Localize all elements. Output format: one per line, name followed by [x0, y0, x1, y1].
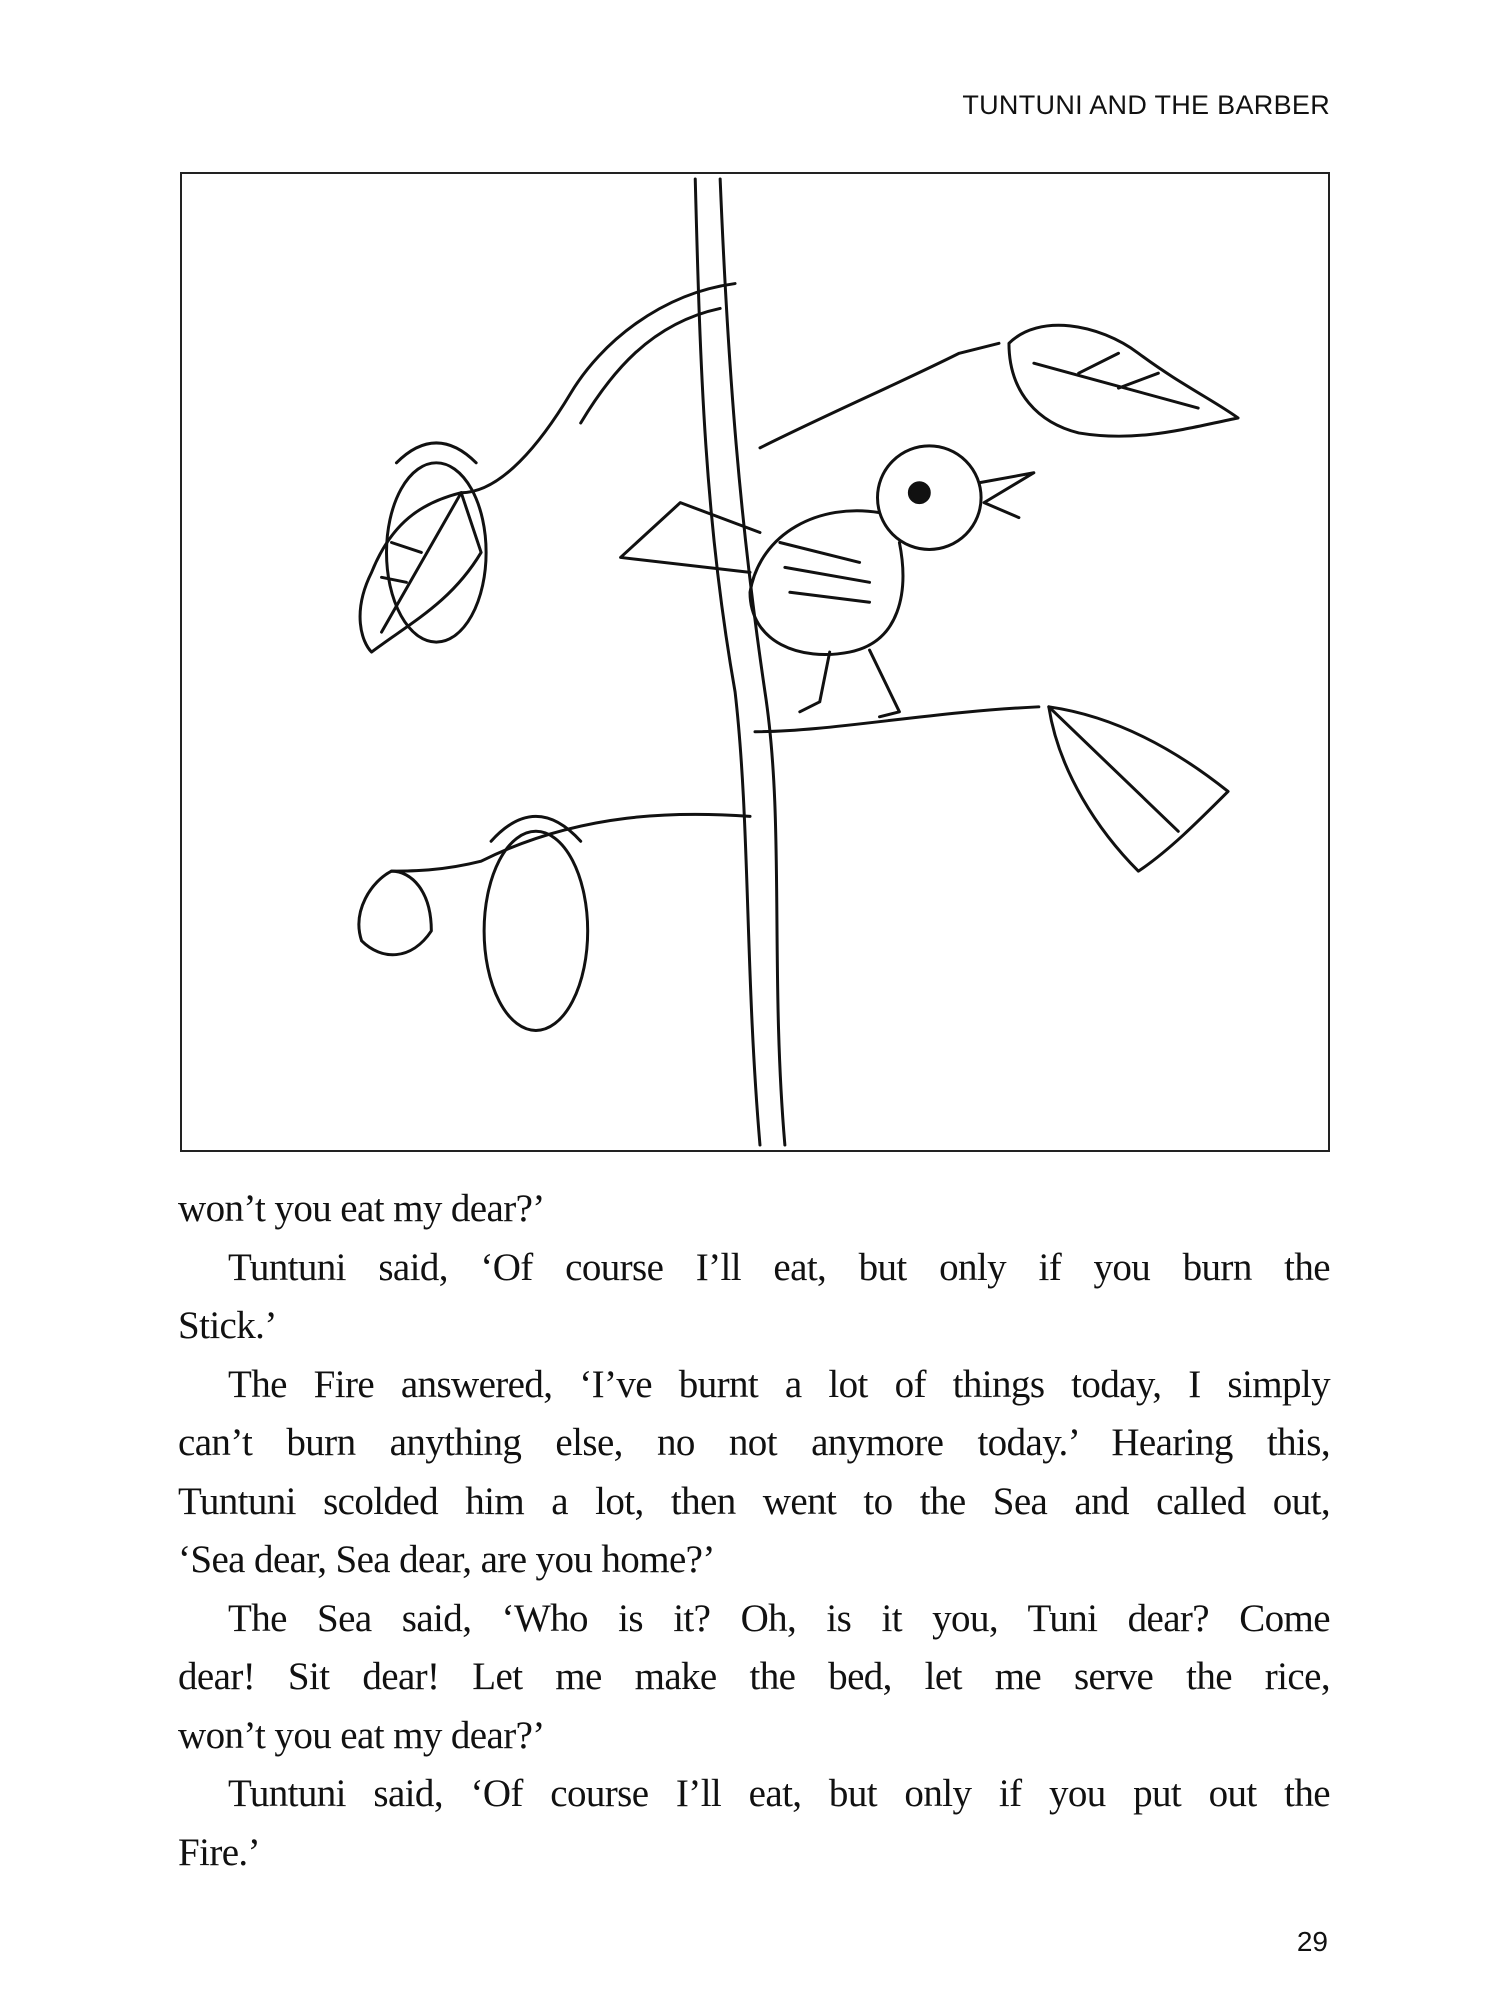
bird — [621, 446, 1034, 717]
body-line: The Fire answered, ‘I’ve burnt a lot of things today, I simply — [228, 1362, 1330, 1406]
story-body-text — [178, 1180, 1330, 1882]
body-line: Tuntuni said, ‘Of course I’ll eat, but only if you burn the — [228, 1245, 1330, 1289]
page-number: 29 — [1296, 1926, 1328, 1957]
running-header: TUNTUNI AND THE BARBER — [962, 90, 1330, 120]
body-line: Fire.’ — [178, 1830, 260, 1874]
body-line: dear! Sit dear! Let me make the bed, let me serve the rice, — [178, 1655, 1330, 1698]
body-line: won’t you eat my dear?’ — [178, 1713, 545, 1757]
leaf — [359, 325, 1238, 954]
brinjal-fruit — [387, 443, 588, 1031]
body-line: Tuntuni said, ‘Of course I’ll eat, but only if you put out the — [228, 1772, 1330, 1815]
body-line: can’t burn anything else, no not anymore today.’ Hearing this, — [178, 1421, 1330, 1464]
body-line: The Sea said, ‘Who is it? Oh, is it you, Tuni dear? Come — [228, 1596, 1330, 1640]
body-line: Tuntuni scolded him a lot, then went to the Sea and called out, — [178, 1479, 1330, 1523]
body-line: won’t you eat my dear?’ — [178, 1187, 545, 1230]
body-line: ‘Sea dear, Sea dear, are you home?’ — [178, 1538, 715, 1581]
illustration-tailorbird-on-brinjal-plant — [180, 172, 1330, 1152]
plant-stem — [391, 179, 1038, 1145]
body-line: Stick.’ — [178, 1304, 277, 1347]
